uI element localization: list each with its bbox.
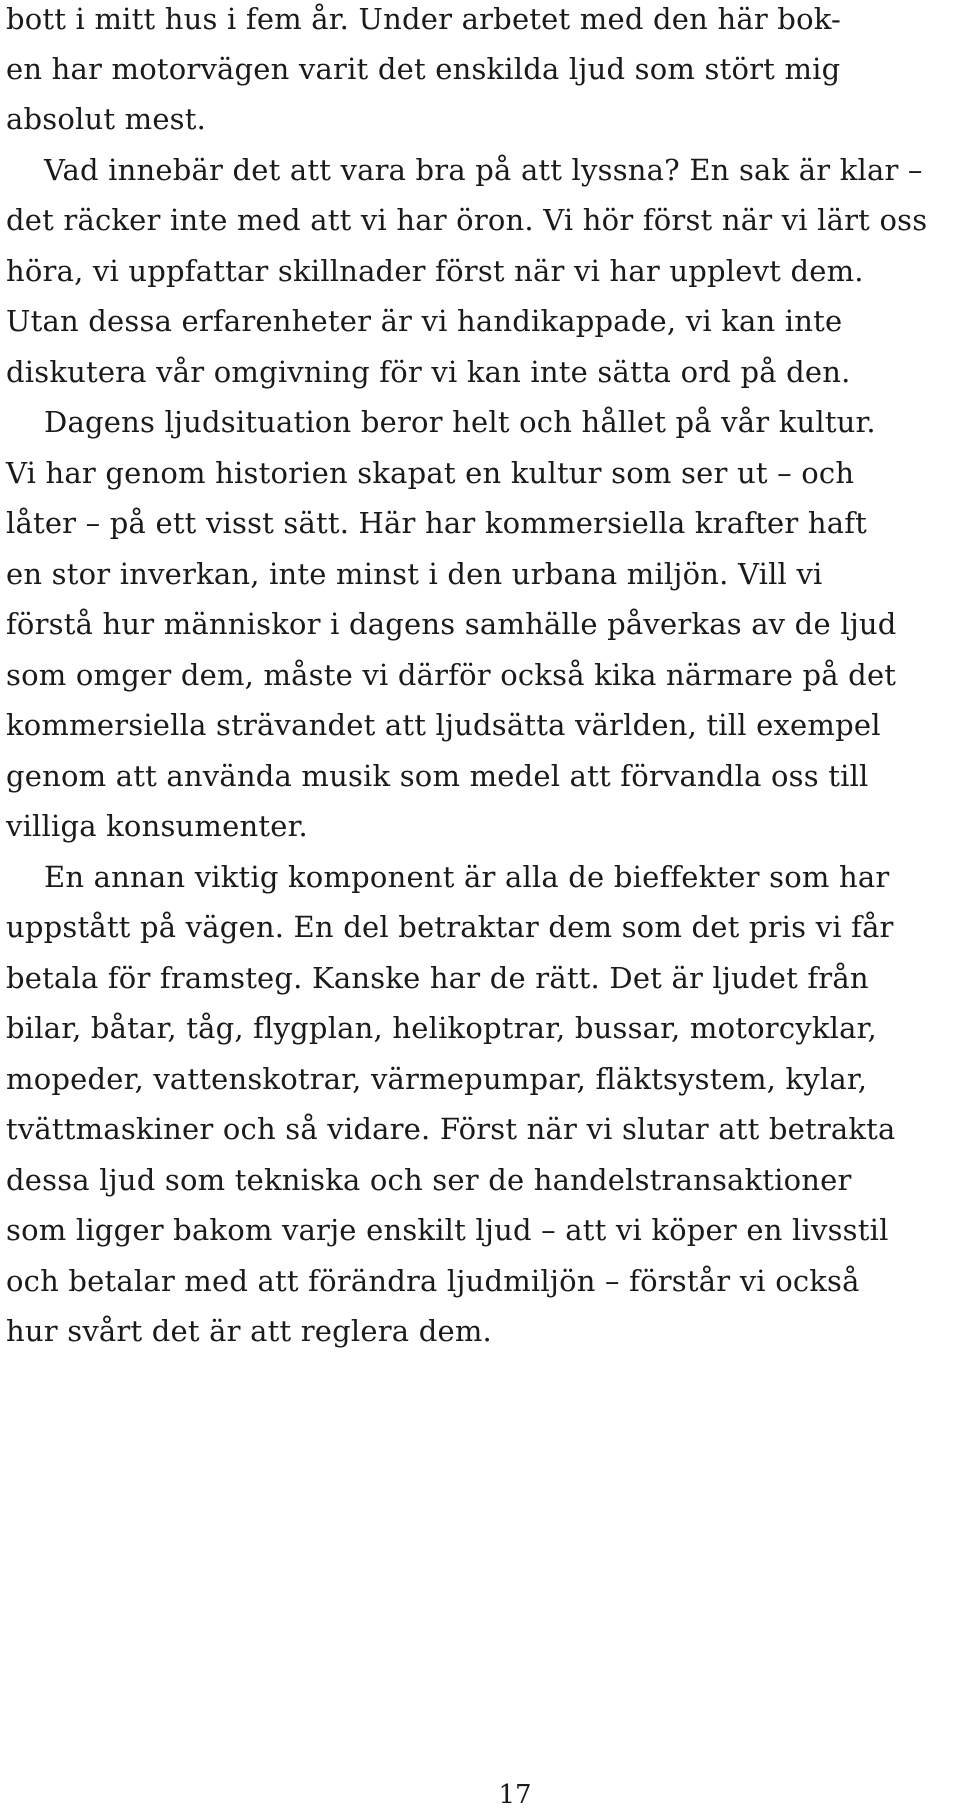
text-line: bott i mitt hus i fem år. Under arbetet med den här bok- — [6, 2, 841, 36]
text-line: Dagens ljudsituation beror helt och hållet på vår kultur. — [44, 405, 876, 439]
page-number: 17 — [498, 1780, 532, 1810]
text-line: genom att använda musik som medel att förvandla oss till — [6, 759, 869, 793]
text-line: låter – på ett visst sätt. Här har kommersiella krafter haft — [6, 506, 868, 540]
text-line: Utan dessa erfarenheter är vi handikappade, vi kan inte — [6, 304, 843, 338]
text-line: det räcker inte med att vi har öron. Vi hör först när vi lärt oss — [6, 203, 928, 237]
text-line: höra, vi uppfattar skillnader först när vi har upplevt dem. — [6, 254, 864, 288]
text-line: Vad innebär det att vara bra på att lyssna? En sak är klar – — [44, 153, 923, 187]
text-line: betala för framsteg. Kanske har de rätt. Det är ljudet från — [6, 961, 869, 995]
text-line: villiga konsumenter. — [6, 809, 308, 843]
text-line: bilar, båtar, tåg, flygplan, helikoptrar, bussar, motorcyklar, — [6, 1011, 877, 1045]
text-line: mopeder, vattenskotrar, värmepumpar, fläktsystem, kylar, — [6, 1062, 868, 1096]
text-line: tvättmaskiner och så vidare. Först när vi slutar att betrakta — [6, 1112, 896, 1146]
text-line: absolut mest. — [6, 102, 207, 136]
text-line: och betalar med att förändra ljudmiljön – förstår vi också — [6, 1264, 860, 1298]
text-line: en stor inverkan, inte minst i den urbana miljön. Vill vi — [6, 557, 823, 591]
text-line: diskutera vår omgivning för vi kan inte sätta ord på den. — [6, 355, 851, 389]
text-line: En annan viktig komponent är alla de bieffekter som har — [44, 860, 890, 894]
text-line: kommersiella strävandet att ljudsätta världen, till exempel — [6, 708, 881, 742]
text-line: hur svårt det är att reglera dem. — [6, 1314, 492, 1348]
text-line: som ligger bakom varje enskilt ljud – att vi köper en livsstil — [6, 1213, 889, 1247]
text-line: förstå hur människor i dagens samhälle påverkas av de ljud — [6, 607, 897, 641]
text-line: som omger dem, måste vi därför också kika närmare på det — [6, 658, 897, 692]
text-line: dessa ljud som tekniska och ser de handelstransaktioner — [6, 1163, 852, 1197]
text-line: Vi har genom historien skapat en kultur som ser ut – och — [6, 456, 855, 490]
text-line: uppstått på vägen. En del betraktar dem som det pris vi får — [6, 910, 894, 944]
text-line: en har motorvägen varit det enskilda ljud som stört mig — [6, 52, 841, 86]
